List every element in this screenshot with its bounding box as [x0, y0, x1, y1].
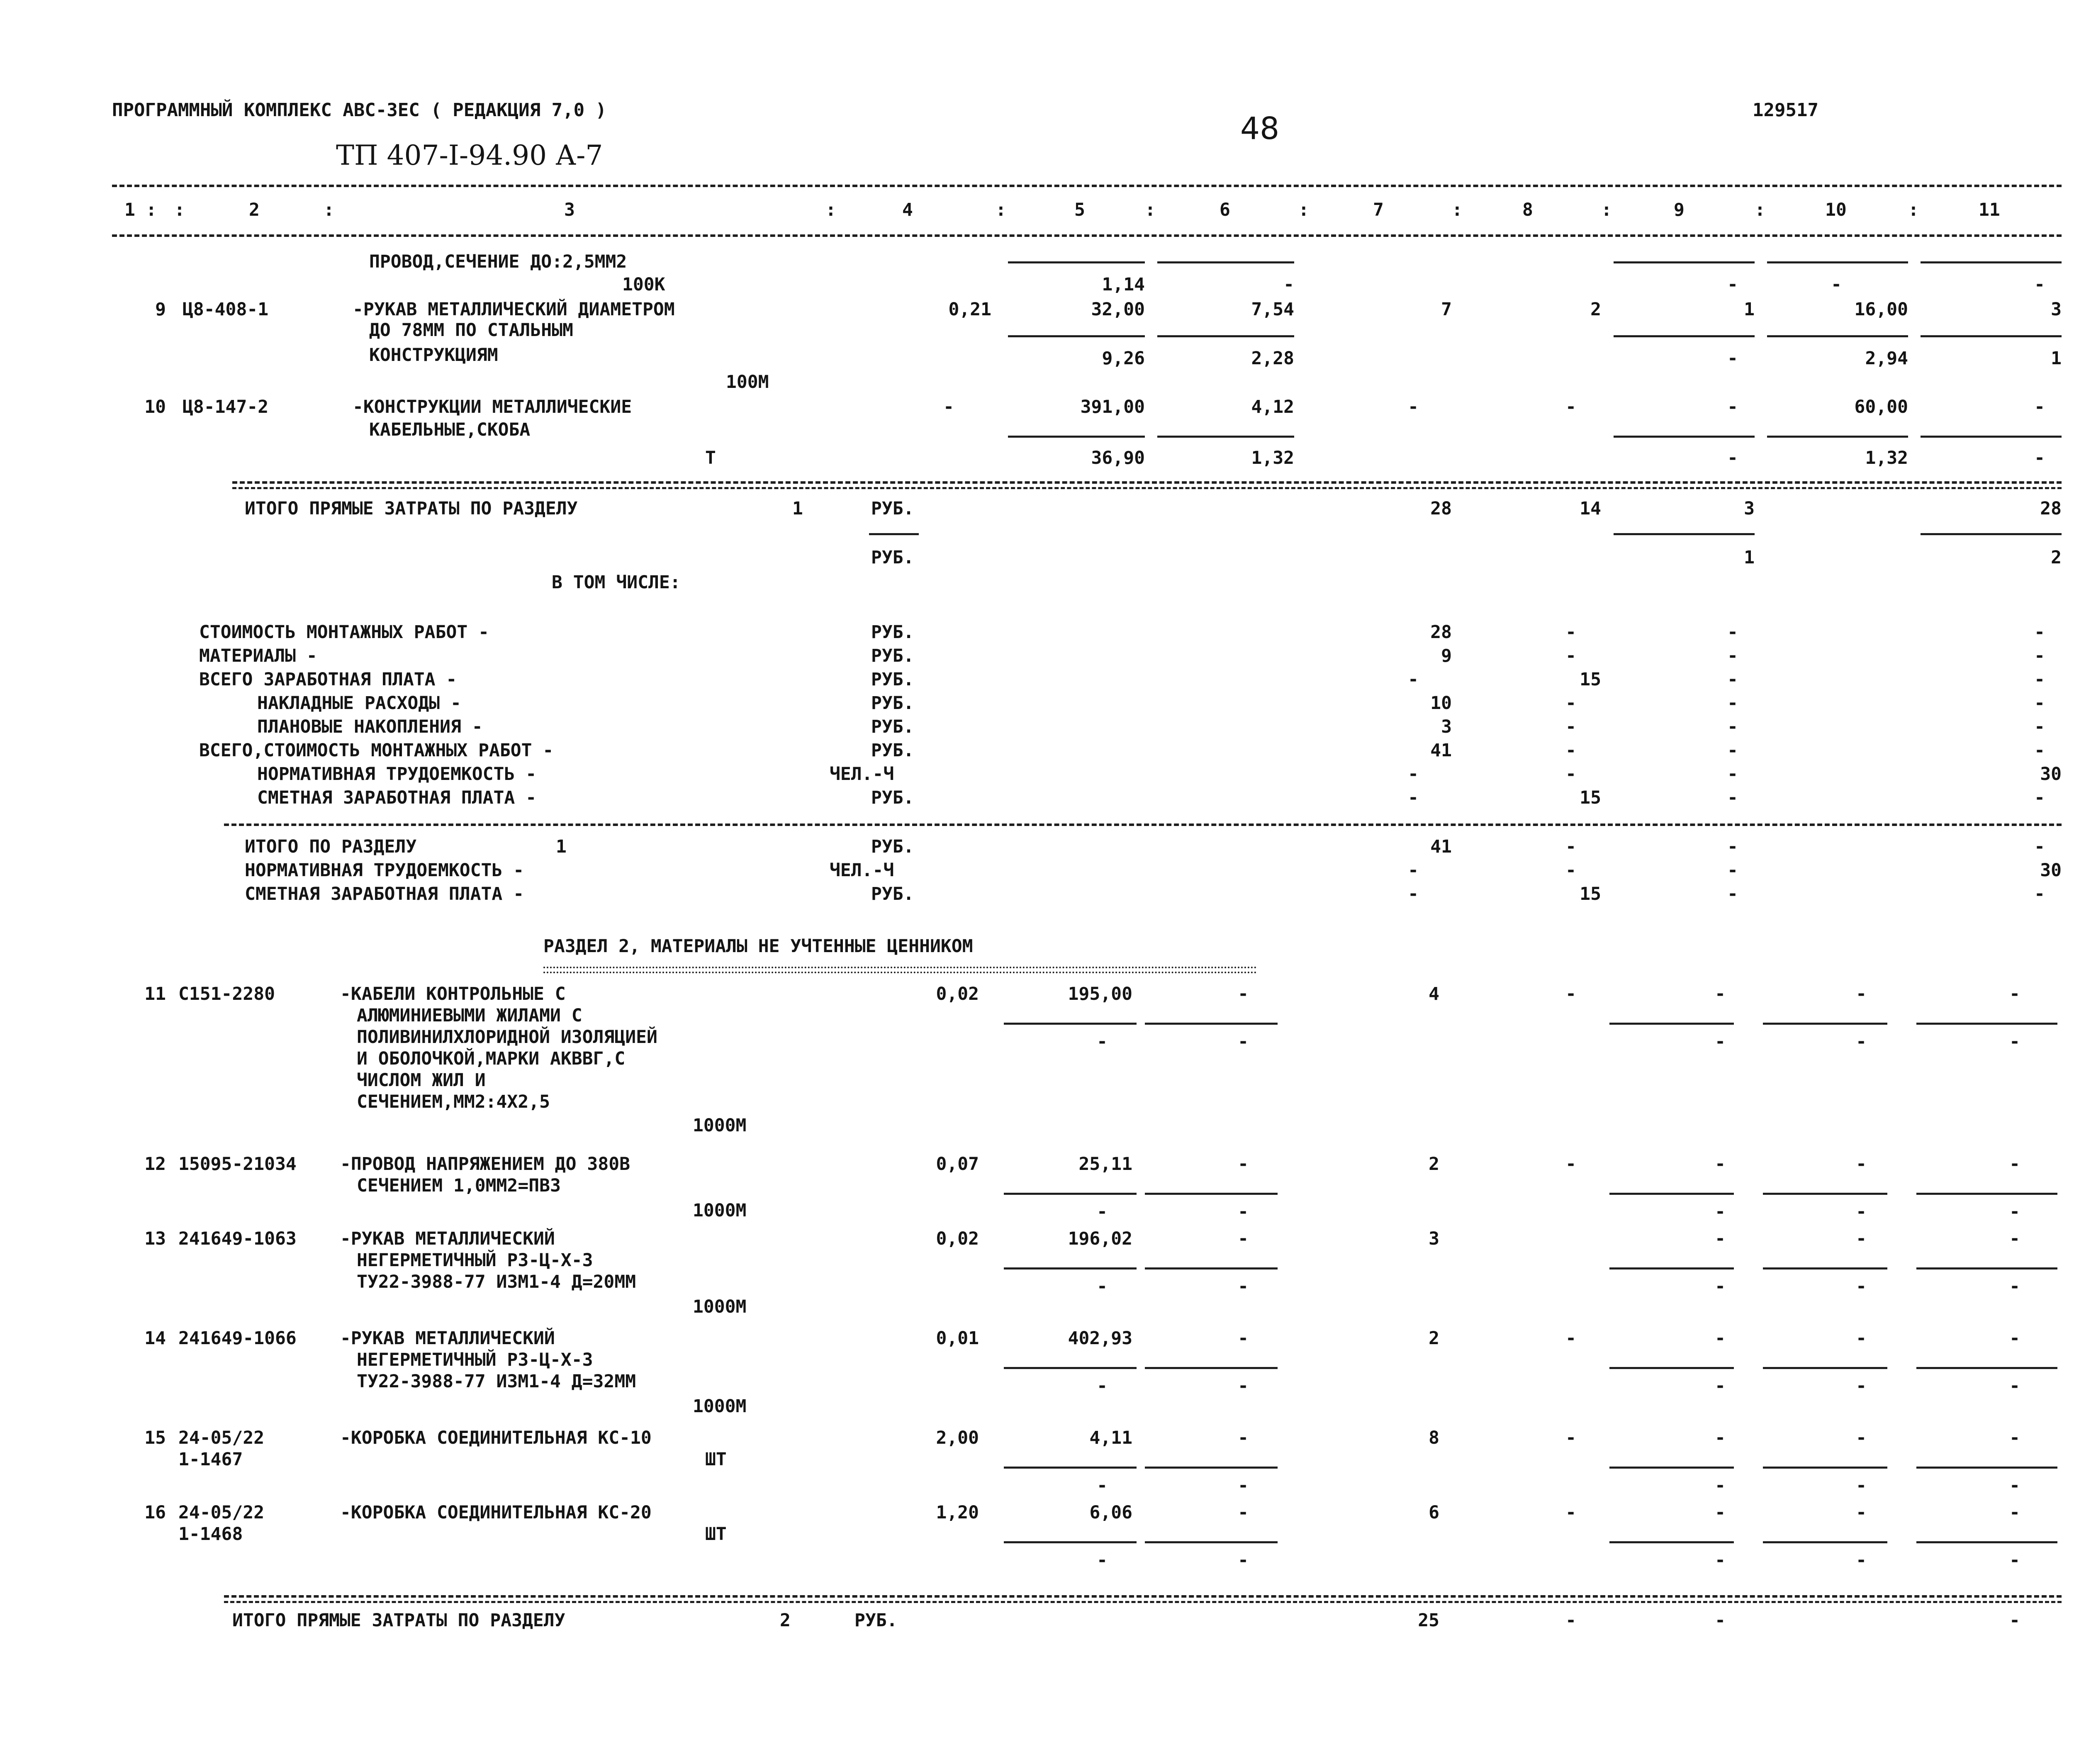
cell-rule: [1145, 1541, 1278, 1543]
item-c11-wage: -: [2009, 1376, 2020, 1396]
item-c10: 60,00: [1854, 397, 1908, 417]
item-code: 15095-21034: [178, 1154, 297, 1174]
item-description: -РУКАВ МЕТАЛЛИЧЕСКИЙ: [340, 1328, 555, 1349]
item-c10-wage: -: [1856, 1475, 1867, 1496]
column-header-10: 10: [1825, 200, 1847, 220]
item-c7: 2: [1429, 1154, 1439, 1174]
cell-rule: [1763, 1193, 1887, 1195]
item-description: -ПРОВОД НАПРЯЖЕНИЕМ ДО 380В: [340, 1154, 630, 1174]
item-c5: 4,11: [1089, 1428, 1132, 1448]
item-number: 14: [144, 1328, 166, 1349]
summary-label: ИТОГО ПО РАЗДЕЛУ: [245, 836, 417, 857]
list-item: ВСЕГО,СТОИМОСТЬ МОНТАЖНЫХ РАБОТ -: [199, 740, 554, 761]
item-unit: ШТ: [705, 1449, 727, 1470]
item-number: 10: [144, 397, 166, 417]
item-c11: -: [2009, 1428, 2020, 1448]
item-c5: 196,02: [1068, 1228, 1132, 1249]
list-item: НАКЛАДНЫЕ РАСХОДЫ -: [257, 693, 461, 714]
item-c10: -: [1856, 1328, 1867, 1349]
summary-label: СМЕТНАЯ ЗАРАБОТНАЯ ПЛАТА -: [245, 884, 524, 904]
item-c11: -: [2009, 1502, 2020, 1523]
item-unit: 100К: [622, 274, 665, 295]
item-description: -РУКАВ МЕТАЛЛИЧЕСКИЙ ДИАМЕТРОМ: [353, 299, 675, 320]
item-c11-wage: -: [2009, 1475, 2020, 1496]
item-c7: 3: [1429, 1228, 1439, 1249]
item-c11: -: [2009, 1328, 2020, 1349]
item-description: -КОРОБКА СОЕДИНИТЕЛЬНАЯ КС-20: [340, 1502, 652, 1523]
section2-title-underline: [543, 967, 1257, 968]
item-c10-wage: -: [1856, 1031, 1867, 1052]
table-top-rule: [112, 185, 2062, 187]
cell-rule: [1609, 1267, 1734, 1269]
column-header-9: 9: [1674, 200, 1685, 220]
item-c9: -: [1715, 1502, 1726, 1523]
cell-rule: [1145, 1193, 1278, 1195]
item-description: -КОНСТРУКЦИИ МЕТАЛЛИЧЕСКИЕ: [353, 397, 632, 417]
column-header-11: 11: [1979, 200, 2000, 220]
item-c6: -: [1238, 1328, 1249, 1349]
item-number: 11: [144, 984, 166, 1004]
total-c9: 3: [1744, 498, 1755, 519]
cell-rule: [1916, 1267, 2057, 1269]
page-number: 48: [1240, 111, 1280, 146]
item-description: -РУКАВ МЕТАЛЛИЧЕСКИЙ: [340, 1228, 555, 1249]
cell-rule: [1609, 1367, 1734, 1369]
item-c10-wage: -: [1856, 1276, 1867, 1297]
item-c11: -: [2009, 984, 2020, 1004]
cell-rule: [1609, 1023, 1734, 1025]
item-description-cont: ЧИСЛОМ ЖИЛ И: [357, 1070, 486, 1091]
item-c5-wage: 9,26: [1102, 348, 1145, 369]
item-code: Ц8-147-2: [183, 397, 269, 417]
item-c5-wage: 36,90: [1091, 448, 1145, 468]
item-c7: 6: [1429, 1502, 1439, 1523]
item-description: -КОРОБКА СОЕДИНИТЕЛЬНАЯ КС-10: [340, 1428, 652, 1448]
cell-rule: [1763, 1023, 1887, 1025]
item-description-cont: ДО 78ММ ПО СТАЛЬНЫМ: [369, 320, 573, 341]
item-c11-wage: 1: [2051, 348, 2062, 369]
item-c5: 25,11: [1078, 1154, 1132, 1174]
total-c7: 25: [1418, 1610, 1439, 1631]
item-c9: -: [1715, 984, 1726, 1004]
item-c7: 8: [1429, 1428, 1439, 1448]
list-item: МАТЕРИАЛЫ -: [199, 646, 317, 666]
total-c8: -: [1565, 1610, 1576, 1631]
total-section-num: 2: [780, 1610, 791, 1631]
item-c6: -: [1238, 984, 1249, 1004]
cell-rule: [1763, 1541, 1887, 1543]
cell-rule: [1145, 1367, 1278, 1369]
item-c6: 7,54: [1251, 299, 1294, 320]
item-c4: 1,20: [936, 1502, 979, 1523]
item-c5: 391,00: [1080, 397, 1145, 417]
list-item: ВСЕГО ЗАРАБОТНАЯ ПЛАТА -: [199, 669, 457, 690]
cell-rule: [1609, 1541, 1734, 1543]
item-c9: -: [1715, 1154, 1726, 1174]
total-unit: РУБ.: [854, 1610, 898, 1631]
section2-title: РАЗДЕЛ 2, МАТЕРИАЛЫ НЕ УЧТЕННЫЕ ЦЕННИКОМ: [543, 936, 973, 957]
item-c10-wage: 2,94: [1865, 348, 1908, 369]
item-c6-wage: -: [1238, 1475, 1249, 1496]
total-section-num: 1: [792, 498, 803, 519]
cell-rule: [1916, 1541, 2057, 1543]
item-description-cont: ТУ22-3988-77 ИЗМ1-4 Д=20ММ: [357, 1272, 636, 1292]
item-number: 13: [144, 1228, 166, 1249]
total-c9: -: [1715, 1610, 1726, 1631]
item-c6: -: [1238, 1428, 1249, 1448]
item-description-cont: СЕЧЕНИЕМ 1,0ММ2=ПВ3: [357, 1175, 561, 1196]
cell-rule: [1763, 1267, 1887, 1269]
item-c6-wage: 1,32: [1251, 448, 1294, 468]
item-c5: 6,06: [1089, 1502, 1132, 1523]
item-c4: 0,07: [936, 1154, 979, 1174]
list-item: СТОИМОСТЬ МОНТАЖНЫХ РАБОТ -: [199, 622, 489, 643]
total-unit: РУБ.: [871, 498, 914, 519]
item-c9-wage: -: [1715, 1201, 1726, 1222]
item-c7: 2: [1429, 1328, 1439, 1349]
item-c9: -: [1715, 1228, 1726, 1249]
cell-rule: [1916, 1367, 2057, 1369]
item-c4: 2,00: [936, 1428, 979, 1448]
item-code: 241649-1063: [178, 1228, 297, 1249]
item-c5-wage: -: [1097, 1201, 1108, 1222]
cell-rule: [1004, 1541, 1137, 1543]
cell-rule: [1763, 1367, 1887, 1369]
cell-rule: [1145, 1467, 1278, 1469]
item-c11-wage: -: [2009, 1276, 2020, 1297]
cell-rule: [1916, 1193, 2057, 1195]
item-c8: -: [1565, 1428, 1576, 1448]
item-description-cont: ПОЛИВИНИЛХЛОРИДНОЙ ИЗОЛЯЦИЕЙ: [357, 1027, 657, 1048]
column-header-6: 6: [1220, 200, 1230, 220]
summary-label: НОРМАТИВНАЯ ТРУДОЕМКОСТЬ -: [245, 860, 524, 881]
item-c4: 0,02: [936, 984, 979, 1004]
item-c7: 7: [1441, 299, 1452, 320]
cell-rule: [1004, 1193, 1137, 1195]
cell-rule: [1145, 1267, 1278, 1269]
document-code: 129517: [1753, 100, 1818, 121]
total-c11: 28: [2040, 498, 2062, 519]
item-c10: -: [1856, 1502, 1867, 1523]
column-header-3: 3: [564, 200, 575, 220]
list-item: НОРМАТИВНАЯ ТРУДОЕМКОСТЬ -: [257, 764, 537, 785]
item-c5-wage: -: [1097, 1031, 1108, 1052]
item-c11-wage: -: [2009, 1201, 2020, 1222]
cell-rule: [1145, 1023, 1278, 1025]
item-c6: 4,12: [1251, 397, 1294, 417]
item-description-cont: КАБЕЛЬНЫЕ,СКОБА: [369, 419, 531, 440]
item-c8: 2: [1590, 299, 1601, 320]
item-c5-wage: -: [1097, 1550, 1108, 1571]
column-header-7: 7: [1373, 200, 1384, 220]
total-unit: РУБ.: [871, 547, 914, 568]
item-number: 12: [144, 1154, 166, 1174]
cell-rule: [1609, 1193, 1734, 1195]
item-unit: 1000М: [693, 1115, 747, 1136]
item-c11: -: [2009, 1228, 2020, 1249]
item-c9: -: [1715, 1328, 1726, 1349]
cell-rule: [1916, 1023, 2057, 1025]
item-unit: 1000М: [693, 1396, 747, 1417]
item-c7: 4: [1429, 984, 1439, 1004]
list-item: ПЛАНОВЫЕ НАКОПЛЕНИЯ -: [257, 716, 483, 737]
item-unit: ШТ: [705, 1524, 727, 1545]
item-c9: -: [1715, 1428, 1726, 1448]
item-unit: 1000М: [693, 1296, 747, 1317]
item-description: ПРОВОД,СЕЧЕНИЕ ДО:2,5ММ2: [369, 251, 627, 272]
cell-rule: [1004, 1367, 1137, 1369]
item-c6: -: [1238, 1502, 1249, 1523]
project-designation: ТП 407-I-94.90 А-7: [336, 139, 603, 171]
item-number: 16: [144, 1502, 166, 1523]
item-code: Ц8-408-1: [183, 299, 269, 320]
header-bottom-rule: [112, 234, 2062, 237]
item-description: -КАБЕЛИ КОНТРОЛЬНЫЕ С: [340, 984, 566, 1004]
item-c9-wage: -: [1715, 1376, 1726, 1396]
cell-rule: [1763, 1467, 1887, 1469]
item-description-cont: ТУ22-3988-77 ИЗМ1-4 Д=32ММ: [357, 1371, 636, 1392]
item-description-cont: НЕГЕРМЕТИЧНЫЙ РЗ-Ц-Х-3: [357, 1350, 593, 1370]
item-unit: 100М: [726, 372, 769, 392]
item-code: 241649-1066: [178, 1328, 297, 1349]
item-c10: 16,00: [1854, 299, 1908, 320]
item-c10: -: [1856, 1428, 1867, 1448]
item-description-cont: И ОБОЛОЧКОЙ,МАРКИ АКВВГ,С: [357, 1048, 626, 1069]
column-header-2: 2: [249, 200, 260, 220]
item-c8: -: [1565, 1502, 1576, 1523]
item-unit: 1000М: [693, 1200, 747, 1221]
item-c6-wage: -: [1238, 1031, 1249, 1052]
item-c5: 1,14: [1102, 274, 1145, 295]
item-c6: -: [1238, 1154, 1249, 1174]
item-c4: 0,21: [948, 299, 991, 320]
cell-rule: [1004, 1267, 1137, 1269]
list-item: СМЕТНАЯ ЗАРАБОТНАЯ ПЛАТА -: [257, 787, 537, 808]
item-c11: -: [2009, 1154, 2020, 1174]
item-code: 24-05/22: [178, 1428, 265, 1448]
item-c9: 1: [1744, 299, 1755, 320]
item-c10: -: [1856, 1154, 1867, 1174]
cell-rule: [1004, 1467, 1137, 1469]
total-c11-wage: 2: [2051, 547, 2062, 568]
item-c8: -: [1565, 1154, 1576, 1174]
item-c6-wage: -: [1238, 1201, 1249, 1222]
item-code-cont: 1-1467: [178, 1449, 243, 1470]
summary-rule: [224, 824, 2062, 826]
cell-rule: [1004, 1023, 1137, 1025]
item-c5: 402,93: [1068, 1328, 1132, 1349]
item-c9-wage: -: [1715, 1475, 1726, 1496]
item-c5: 195,00: [1068, 984, 1132, 1004]
item-c6-wage: -: [1238, 1376, 1249, 1396]
item-number: 15: [144, 1428, 166, 1448]
item-c9-wage: -: [1715, 1276, 1726, 1297]
total-c8: 14: [1580, 498, 1601, 519]
total-c9-wage: 1: [1744, 547, 1755, 568]
total-label: ИТОГО ПРЯМЫЕ ЗАТРАТЫ ПО РАЗДЕЛУ: [232, 1610, 565, 1631]
item-description-cont: СЕЧЕНИЕМ,ММ2:4Х2,5: [357, 1092, 550, 1112]
item-c10-wage: -: [1856, 1376, 1867, 1396]
item-c4: 0,02: [936, 1228, 979, 1249]
program-title: ПРОГРАММНЫЙ КОМПЛЕКС АВС-ЗЕС ( РЕДАКЦИЯ 7,0 ): [112, 100, 607, 121]
item-c9-wage: -: [1715, 1550, 1726, 1571]
item-c8: -: [1565, 1328, 1576, 1349]
item-c10: -: [1856, 1228, 1867, 1249]
item-c10-wage: -: [1856, 1550, 1867, 1571]
column-header-1: 1 :: [124, 200, 157, 220]
item-c11-wage: -: [2009, 1550, 2020, 1571]
item-c5-wage: -: [1097, 1376, 1108, 1396]
column-header-5: 5: [1074, 200, 1085, 220]
item-description-cont: КОНСТРУКЦИЯМ: [369, 345, 498, 365]
item-code: 24-05/22: [178, 1502, 265, 1523]
total-c7: 28: [1430, 498, 1452, 519]
section-divider: [232, 481, 2062, 484]
item-code: С151-2280: [178, 984, 275, 1004]
item-c6-wage: -: [1238, 1276, 1249, 1297]
item-c11-wage: -: [2009, 1031, 2020, 1052]
item-c10-wage: -: [1856, 1201, 1867, 1222]
item-c5-wage: -: [1097, 1276, 1108, 1297]
cell-rule: [1609, 1467, 1734, 1469]
item-c11: 3: [2051, 299, 2062, 320]
item-description-cont: НЕГЕРМЕТИЧНЫЙ РЗ-Ц-Х-3: [357, 1250, 593, 1271]
item-code-cont: 1-1468: [178, 1524, 243, 1545]
item-c5: 32,00: [1091, 299, 1145, 320]
item-c6-wage: -: [1238, 1550, 1249, 1571]
item-unit: Т: [705, 448, 716, 468]
section2-bottom-rule: [224, 1595, 2062, 1598]
column-header-4: 4: [902, 200, 913, 220]
item-c9-wage: -: [1715, 1031, 1726, 1052]
item-c4: 0,01: [936, 1328, 979, 1349]
cell-rule: [1916, 1467, 2057, 1469]
item-c6-wage: 2,28: [1251, 348, 1294, 369]
column-header-8: 8: [1522, 200, 1533, 220]
item-description-cont: АЛЮМИНИЕВЫМИ ЖИЛАМИ С: [357, 1005, 582, 1026]
total-label: ИТОГО ПРЯМЫЕ ЗАТРАТЫ ПО РАЗДЕЛУ: [245, 498, 578, 519]
including-heading: В ТОМ ЧИСЛЕ:: [552, 572, 681, 593]
item-c10: -: [1856, 984, 1867, 1004]
total-c11: -: [2009, 1610, 2020, 1631]
item-number: 9: [155, 299, 166, 320]
item-c10-wage: 1,32: [1865, 448, 1908, 468]
item-c5-wage: -: [1097, 1475, 1108, 1496]
item-c6: -: [1238, 1228, 1249, 1249]
item-c8: -: [1565, 984, 1576, 1004]
